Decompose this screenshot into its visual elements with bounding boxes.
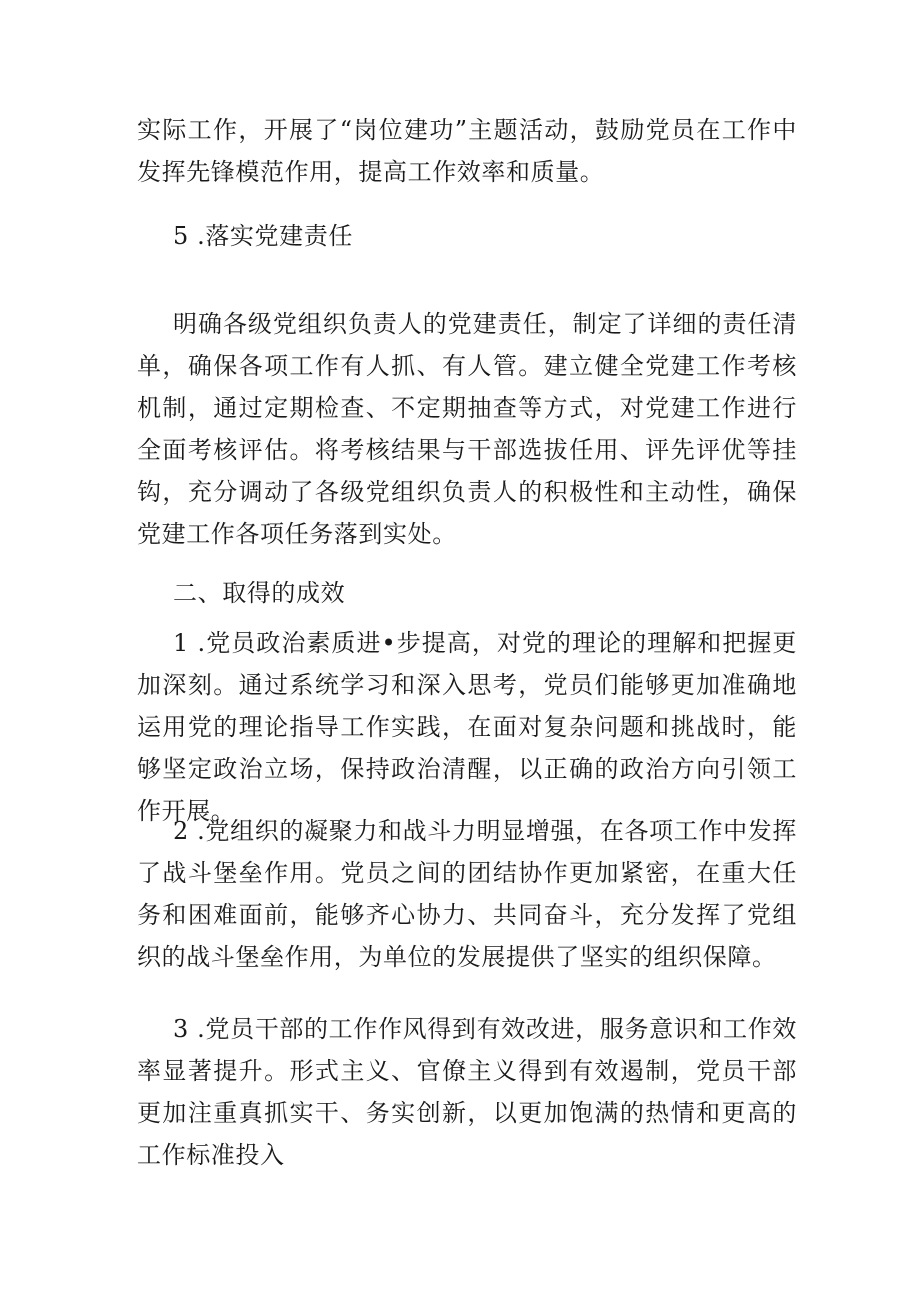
list-item-2: 2 .党组织的凝聚力和战斗力明显增强，在各项工作中发挥了战斗堡垒作用。党员之间的团结协作更加紧密，在重大任务和困难面前，能够齐心协力、共同奋斗，充分发挥了党组织的战斗堡垒作用，为单位的发展提供了坚实的组织保障。 (137, 817, 797, 971)
section-heading-achievements: 二、取得的成效 (173, 579, 346, 607)
subheading-5: 5 .落实党建责任 (173, 222, 353, 250)
list-item-3: 3 .党员干部的工作作风得到有效改进，服务意识和工作效率显著提升。形式主义、官僚主义得到有效遏制，党员干部更加注重真抓实干、务实创新，以更加饱满的热情和更高的工作标准投入 (137, 1015, 797, 1169)
list-item-1: 1 .党员政治素质进•步提高，对党的理论的理解和把握更加深刻。通过系统学习和深入思考，党员们能够更加准确地运用党的理论指导工作实践，在面对复杂问题和挑战时，能够坚定政治立场，保持政治清醒，以正确的政治方向引领工作开展。 (137, 629, 797, 825)
paragraph-continuation: 实际工作，开展了“岗位建功”主题活动，鼓励党员在工作中发挥先锋模范作用，提高工作效率和质量。 (137, 116, 797, 186)
paragraph-responsibility: 明确各级党组织负责人的党建责任，制定了详细的责任清单，确保各项工作有人抓、有人管。建立健全党建工作考核机制，通过定期检查、不定期抽查等方式，对党建工作进行全面考核评估。将考核结果与干部选拔任用、评先评优等挂钩，充分调动了各级党组织负责人的积极性和主动性，确保党建工作各项任务落到实处。 (137, 310, 797, 548)
